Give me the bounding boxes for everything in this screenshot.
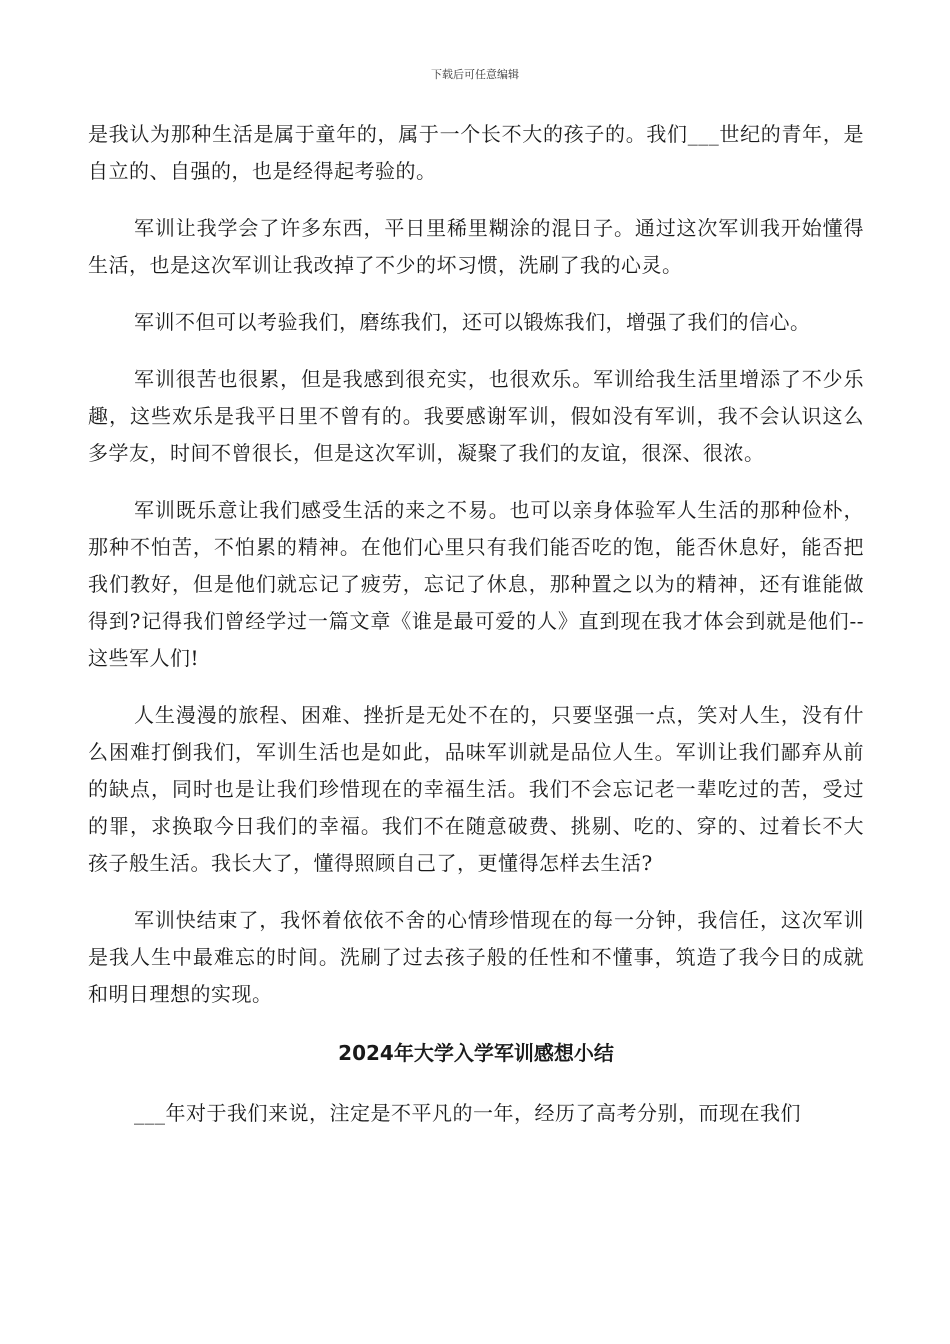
page-header: 下载后可任意编辑 <box>431 68 519 81</box>
paragraph: 军训既乐意让我们感受生活的来之不易。也可以亲身体验军人生活的那种俭朴，那种不怕苦，不怕累的精神。在他们心里只有我们能否吃的饱，能否休息好，能否把我们教好，但是他们就忘记了疲劳，忘记了休息，那种置之以为的精神，还有谁能做得到?记得我们曾经学过一篇文章《谁是最可爱的人》直到现在我才体会到就是他们--这些军人们! <box>88 498 864 670</box>
document-body <box>88 116 864 1152</box>
paragraph: 军训快结束了，我怀着依依不舍的心情珍惜现在的每一分钟，我信任，这次军训是我人生中最难忘的时间。洗刷了过去孩子般的任性和不懂事，筑造了我今日的成就和明日理想的实现。 <box>88 908 864 1006</box>
section-title: 2024年大学入学军训感想小结 <box>338 1041 614 1065</box>
paragraph: 军训让我学会了许多东西，平日里稀里糊涂的混日子。通过这次军训我开始懂得生活，也是这次军训让我改掉了不少的坏习惯，洗刷了我的心灵。 <box>88 216 864 277</box>
paragraph: 人生漫漫的旅程、困难、挫折是无处不在的，只要坚强一点，笑对人生，没有什么困难打倒我们，军训生活也是如此，品味军训就是品位人生。军训让我们鄙弃从前的缺点，同时也是让我们珍惜现在的幸福生活。我们不会忘记老一辈吃过的苦，受过的罪，求换取今日我们的幸福。我们不在随意破费、挑剔、吃的、穿的、过着长不大孩子般生活。我长大了，懂得照顾自己了，更懂得怎样去生活? <box>88 703 864 875</box>
paragraph: 军训很苦也很累，但是我感到很充实，也很欢乐。军训给我生活里增添了不少乐趣，这些欢乐是我平日里不曾有的。我要感谢军训，假如没有军训，我不会认识这么多学友，时间不曾很长，但是这次军训，凝聚了我们的友谊，很深、很浓。 <box>88 367 864 465</box>
paragraph-continuation: 是我认为那种生活是属于童年的，属于一个长不大的孩子的。我们___世纪的青年，是自立的、自强的，也是经得起考验的。 <box>88 122 864 183</box>
paragraph: 军训不但可以考验我们，磨练我们，还可以锻炼我们，增强了我们的信心。 <box>134 310 811 334</box>
section-first-paragraph: ___年对于我们来说，注定是不平凡的一年，经历了高考分别，而现在我们 <box>134 1101 801 1125</box>
